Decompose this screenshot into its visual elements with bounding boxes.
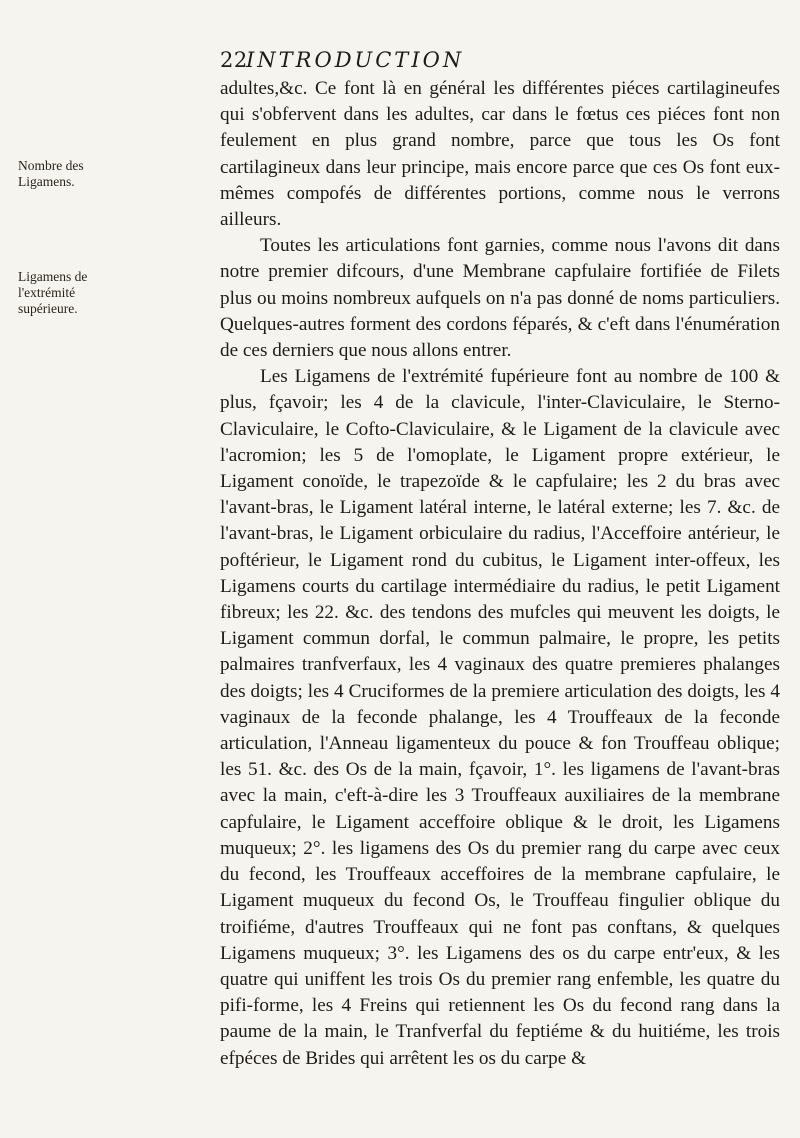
paragraph-articulations: Toutes les articulations font garnies, comme nous l'avons dit dans notre premier difcours, d'une Membrane capfulaire fortifiée de Filets plus ou moins nombreux aufquels on n'a pas donné de noms particuliers. Quelques-autres forment des cordons féparés, & c'eft dans l'énumération de ces derniers que nous allons entrer.	[220, 235, 780, 362]
margin-note-nombre-ligamens: Nombre des Ligamens.	[18, 158, 84, 189]
running-title: INTRODUCTION	[246, 48, 465, 72]
margin-note-ligamens-extremite: Ligamens de l'extrémité supérieure.	[18, 269, 88, 316]
paragraph-ligamens-extremite: Les Ligamens de l'extrémité fupérieure font au nombre de 100 & plus, fçavoir; les 4 de la clavicule, l'inter-Claviculaire, le Sterno-Claviculaire, le Cofto-Claviculaire, & le Ligament de la clavicule avec l'acromion; les 5 de l'omoplate, le Ligament propre extérieur, le Ligament conoïde, le trapezoïde & le capfulaire; les 2 du bras avec l'avant-bras, le Ligament latéral interne, le latéral externe; les 7. &c. de l'avant-bras, le Ligament orbiculaire du radius, l'Acceffoire antérieur, le poftérieur, le Ligament rond du cubitus, le Ligament inter-offeux, les Ligamens courts du cartilage intermédiaire du radius, le petit Ligament fibreux; les 22. &c. des tendons des mufcles qui meuvent les doigts, le Ligament commun dorfal, le commun palmaire, le propre, les petits palmaires tranfverfaux, les 4 vaginaux des quatre premieres phalanges des doigts; les 4 Cruciformes de la premiere articulation des doigts, les 4 vaginaux de la feconde phalange, les 4 Trouffeaux de la feconde articulation, l'Anneau ligamenteux du pouce & fon Trouffeau oblique; les 51. &c. des Os de la main, fçavoir, 1°. les ligamens de l'avant-bras avec la main, c'eft-à-dire les 3 Trouffeaux auxiliaires de la membrane capfulaire, le Ligament acceffoire oblique & le droit, les Ligamens muqueux; 2°. les ligamens des Os du premier rang du carpe avec ceux du fecond, les Trouffeaux acceffoires de la membrane capfulaire, le Ligament muqueux du fecond Os, le Trouffeau fingulier oblique du troifiéme, d'autres Trouffeaux qui ne font pas conftans, & quelques Ligamens muqueux; 3°. les Ligamens des os du carpe entr'eux, & les quatre qui uniffent les trois Os du premier rang enfemble, les quatre du pifi-forme, les 4 Freins qui retiennent les Os du fecond rang dans la paume de la main, le Tranfverfal du feptiéme & du huitiéme, les trois efpéces de Brides qui arrêtent les os du carpe &	[220, 366, 780, 1069]
paragraph-cartilages: adultes,&c. Ce font là en général les différentes piéces cartilagineufes qui s'obfervent dans les adultes, car dans le fœtus ces piéces font non feulement en plus grand nombre, parce que tous les Os font cartilagineux dans leur principe, mais encore parce que ces Os font eux-mêmes compofés de différentes portions, comme nous le verrons ailleurs.	[220, 78, 780, 231]
page-number: 22	[220, 48, 248, 72]
body-text	[220, 76, 780, 1072]
